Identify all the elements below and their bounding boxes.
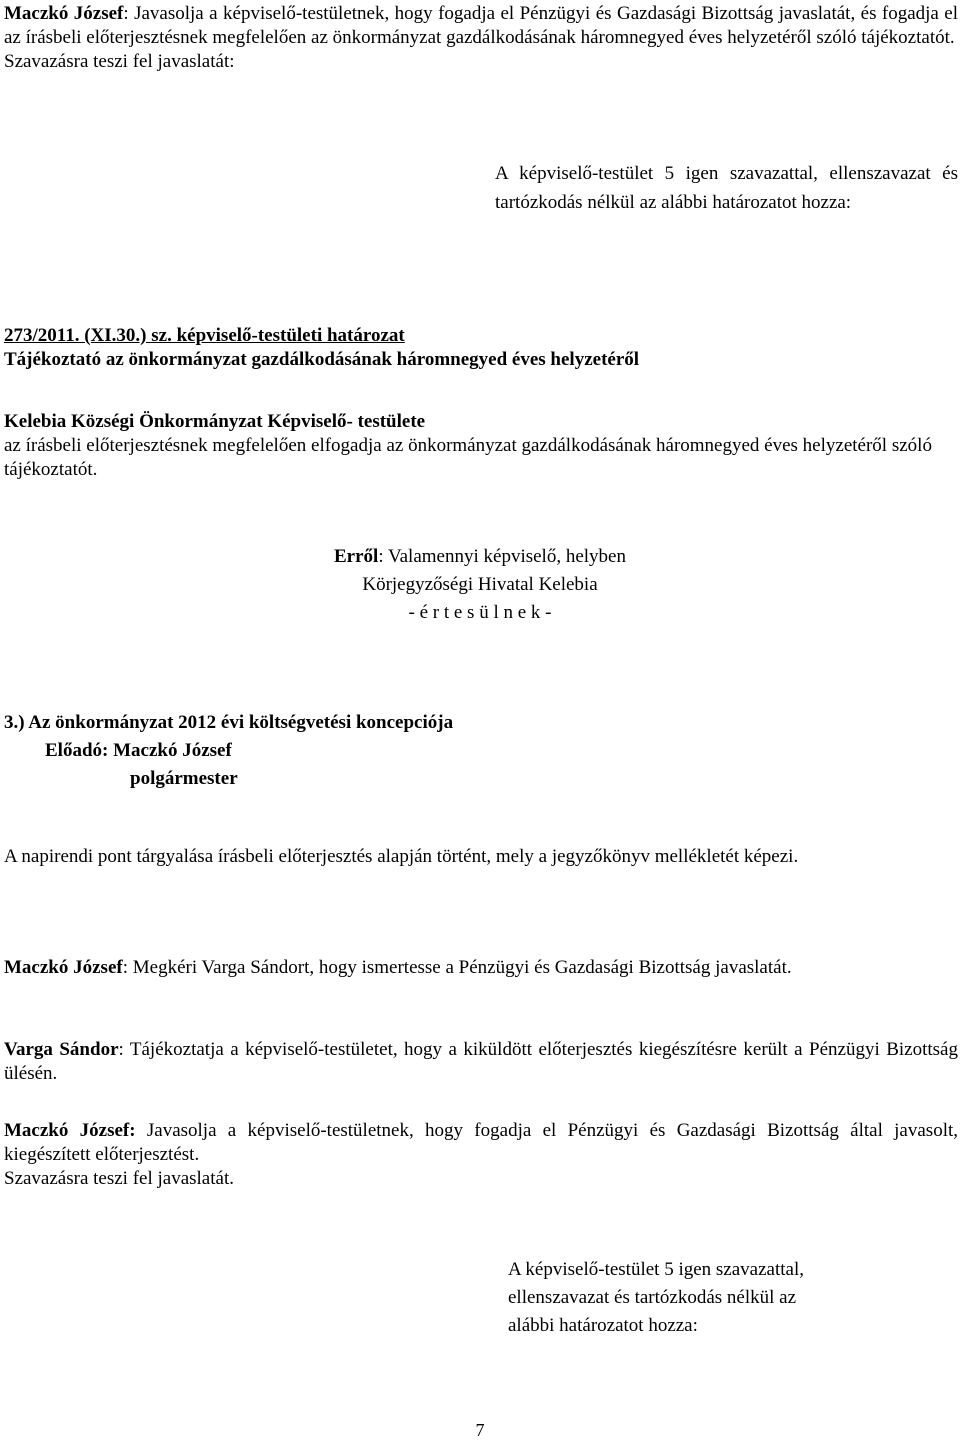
notification-block <box>0 543 960 627</box>
agenda-presenter: Előadó: Maczkó József <box>45 740 232 761</box>
vote-line3: alábbi határozatot hozza: <box>508 1315 698 1336</box>
speaker-name: Maczkó József <box>4 3 124 24</box>
resolution-number: 273/2011. (XI.30.) sz. képviselő-testületi határozat <box>4 325 405 346</box>
vote-call: Szavazásra teszi fel javaslatát. <box>4 1168 234 1189</box>
vote-result-2 <box>508 1256 958 1340</box>
notify-line2: Körjegyzőségi Hivatal Kelebia <box>362 574 598 595</box>
paragraph-maczko-proposal <box>4 2 958 74</box>
paragraph-text: : Megkéri Varga Sándort, hogy ismertesse a Pénzügyi és Gazdasági Bizottság javaslatát. <box>122 957 792 978</box>
speaker-name: Varga Sándor <box>4 1039 119 1060</box>
vote-result-1: A képviselő-testület 5 igen szavazattal, ellenszavazat és tartózkodás nélkül az alábbi határozatot hozza: <box>495 163 958 213</box>
paragraph-maczko-request <box>4 956 958 980</box>
agenda-item <box>4 709 958 793</box>
vote-line1: A képviselő-testület 5 igen szavazattal, <box>508 1259 804 1280</box>
body-text: az írásbeli előterjesztésnek megfelelően elfogadja az önkormányzat gazdálkodásának háromnegyed éves helyzetéről szóló tájékoztatót. <box>4 435 932 480</box>
paragraph-agenda-note: A napirendi pont tárgyalása írásbeli előterjesztés alapján történt, mely a jegyzőkönyv mellékletét képezi. <box>4 846 799 867</box>
paragraph-text: : Tájékoztatja a képviselő-testületet, hogy a kiküldött előterjesztés kiegészítésre került a Pénzügyi Bizottság ülésén. <box>4 1039 958 1084</box>
speaker-name: Maczkó József <box>4 957 123 978</box>
vote-call: Szavazásra teszi fel javaslatát: <box>4 51 235 72</box>
paragraph-text: Javasolja a képviselő-testületnek, hogy fogadja el Pénzügyi és Gazdasági Bizottság által javasolt, kiegészített előterjesztést. <box>4 1120 959 1165</box>
resolution-block <box>4 324 958 372</box>
resolution-body <box>4 410 958 482</box>
speaker-name: Maczkó József: <box>4 1120 136 1141</box>
resolution-subject: Tájékoztató az önkormányzat gazdálkodásának háromnegyed éves helyzetéről <box>4 349 640 370</box>
notify-line3: - é r t e s ü l n e k - <box>408 602 552 623</box>
agenda-role: polgármester <box>130 768 238 789</box>
notify-line1: : Valamennyi képviselő, helyben <box>378 546 626 567</box>
agenda-title: 3.) Az önkormányzat 2012 évi költségvetési koncepciója <box>4 712 454 733</box>
notify-label: Erről <box>334 546 379 567</box>
paragraph-maczko-proposal-2 <box>4 1119 958 1191</box>
vote-line2: ellenszavazat és tartózkodás nélkül az <box>508 1287 797 1308</box>
page-number: 7 <box>475 1420 485 1440</box>
body-label: Kelebia Községi Önkormányzat Képviselő- testülete <box>4 411 426 432</box>
paragraph-varga <box>4 1038 958 1086</box>
paragraph-text: : Javasolja a képviselő-testületnek, hogy fogadja el Pénzügyi és Gazdasági Bizottság javaslatát, és fogadja el az írásbeli előterjesztésnek megfelelően az önkormányzat gazdálkodásának háromnegyed éves helyzetéről szóló tájékoztatót. <box>4 3 958 48</box>
